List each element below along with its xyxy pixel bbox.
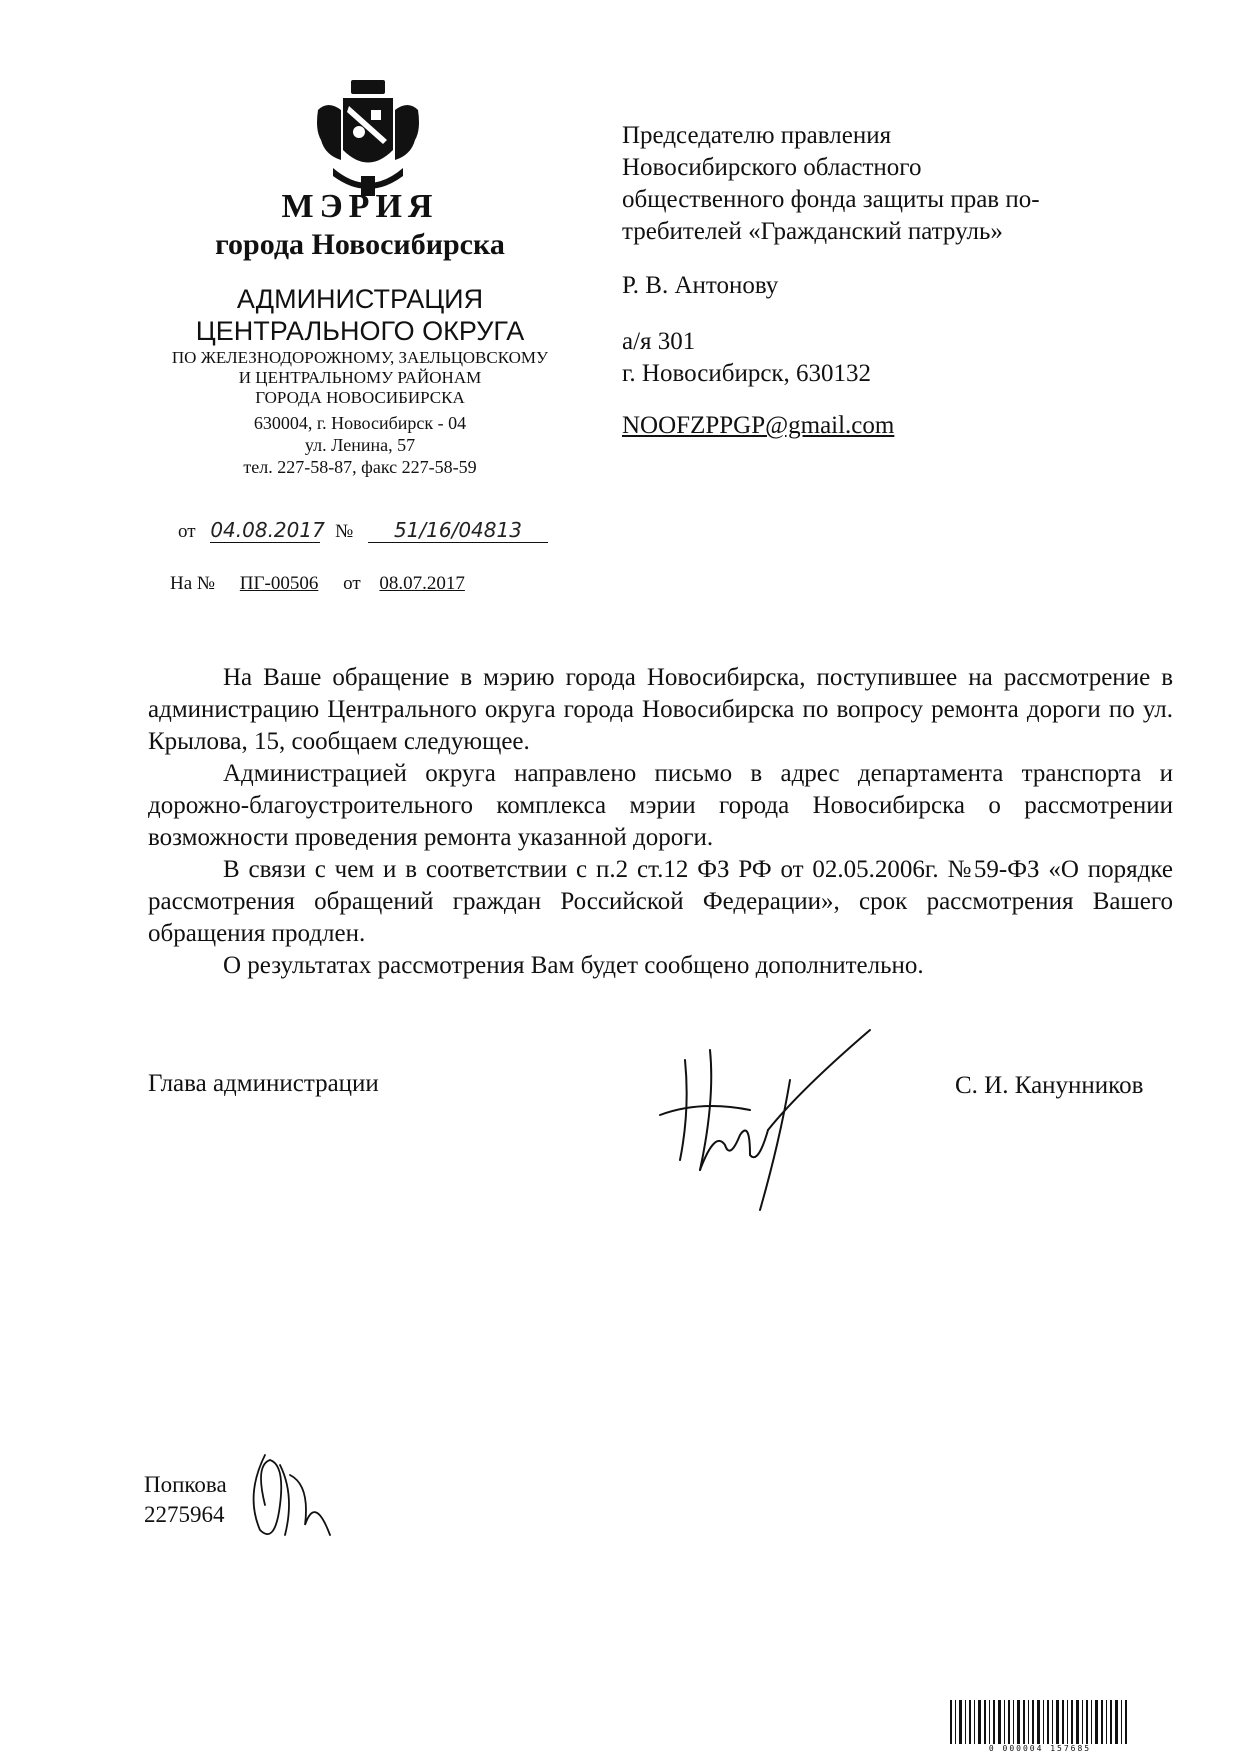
executor-block <box>144 1470 227 1530</box>
executor-name: Попкова <box>144 1472 227 1497</box>
admin-title-line: ЦЕНТРАЛЬНОГО ОКРУГА <box>195 316 525 346</box>
city-title: города Новосибирска <box>215 228 505 261</box>
administration-title <box>175 283 545 347</box>
mayor-title: МЭРИЯ <box>281 188 439 225</box>
addressee-block <box>622 120 1162 442</box>
number-label: № <box>335 521 354 542</box>
address-line: ул. Ленина, 57 <box>304 435 416 455</box>
reply-date: 08.07.2017 <box>379 573 465 594</box>
body-paragraph: О результатах рассмотрения Вам будет сообщено дополнительно. <box>223 952 924 979</box>
admin-sub-line: ПО ЖЕЛЕЗНОДОРОЖНОМУ, ЗАЕЛЬЦОВСКОМУ <box>171 348 549 367</box>
from-label: от <box>178 521 196 542</box>
addressee-po-box: а/я 301 <box>622 328 696 355</box>
addressee-city: г. Новосибирск, 630132 <box>622 360 872 387</box>
coat-of-arms-icon <box>313 80 423 200</box>
letter-body <box>148 662 1173 982</box>
body-paragraph: На Ваше обращение в мэрию города Новосибирска, поступившее на рассмотрение в администрацию Центрального округа города Новосибирска по вопросу ремонта дороги по ул. Крылова, 15, сообщаем следующее. <box>148 664 1173 755</box>
signer-name: С. И. Канунников <box>955 1072 1144 1099</box>
body-paragraph: В связи с чем и в соответствии с п.2 ст.12 ФЗ РФ от 02.05.2006г. №59-ФЗ «О порядке рассмотрения обращений граждан Российской Федерации», срок рассмотрения Вашего обращения продлен. <box>148 856 1173 947</box>
reply-reference <box>170 573 465 595</box>
barcode-number: 0 000004 157685 <box>988 1744 1092 1753</box>
addressee-email[interactable]: NOOFZPPGP@gmail.com <box>622 412 895 439</box>
admin-sub-line: ГОРОДА НОВОСИБИРСКА <box>255 388 465 407</box>
reply-label: На № <box>170 573 216 594</box>
address-line: 630004, г. Новосибирск - 04 <box>253 413 467 433</box>
signer-position: Глава администрации <box>148 1070 379 1097</box>
reply-number: ПГ-00506 <box>239 573 319 594</box>
addressee-line: требителей «Гражданский патруль» <box>622 218 1003 245</box>
barcode-icon <box>950 1700 1130 1744</box>
addressee-name: Р. В. Антонову <box>622 272 779 299</box>
address-line: тел. 227-58-87, факс 227-58-59 <box>243 457 477 477</box>
addressee-line: общественного фонда защиты прав по- <box>622 186 1040 213</box>
handwritten-signature-icon <box>640 1020 880 1220</box>
admin-sub-line: И ЦЕНТРАЛЬНОМУ РАЙОНАМ <box>238 368 482 387</box>
executor-signature-icon <box>235 1435 345 1545</box>
admin-title-line: АДМИНИСТРАЦИЯ <box>236 284 484 314</box>
addressee-line: Новосибирского областного <box>622 154 922 181</box>
body-paragraph: Администрацией округа направлено письмо в адрес департамента транспорта и дорожно-благоустроительного комплекса мэрии города Новосибирска о рассмотрении возможности проведения ремонта указанной дороги. <box>148 760 1173 851</box>
letter-date: 04.08.2017 <box>210 518 325 542</box>
executor-phone: 2275964 <box>144 1502 225 1527</box>
administration-subtitle <box>150 348 570 408</box>
addressee-line: Председателю правления <box>622 122 892 149</box>
outgoing-reference <box>178 518 548 543</box>
administration-address <box>200 412 520 478</box>
letter-number: 51/16/04813 <box>368 518 548 543</box>
reply-from-label: от <box>343 573 361 594</box>
